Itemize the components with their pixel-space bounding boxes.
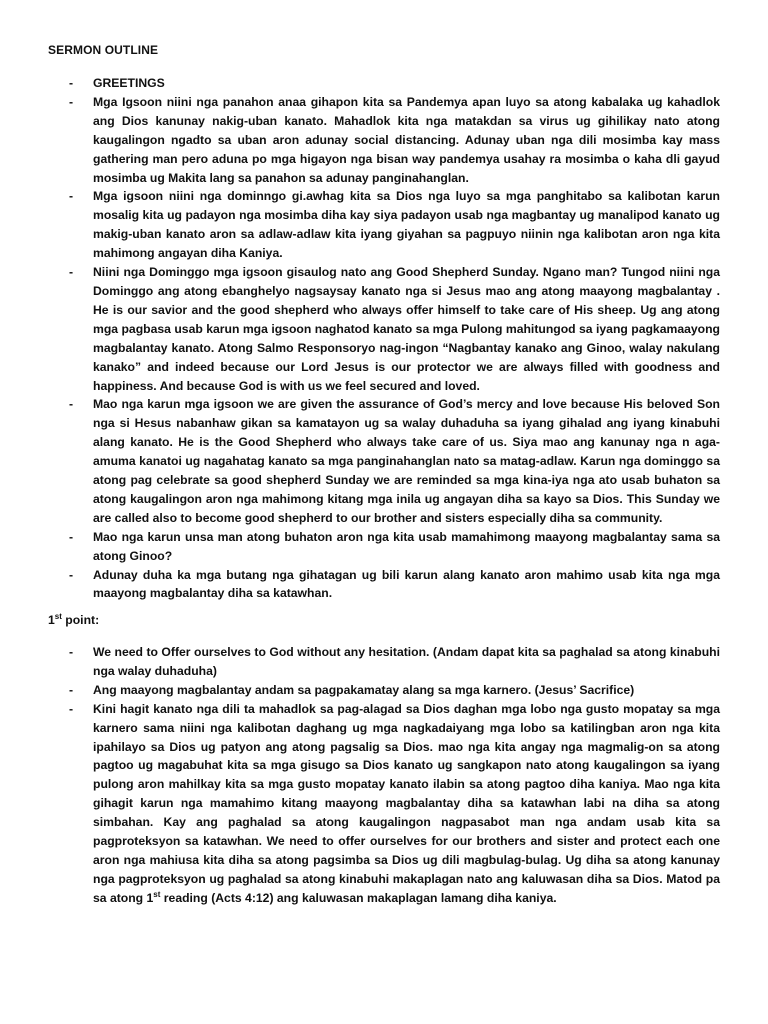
bullet-dash: - [69, 265, 74, 280]
list-item [0, 93, 768, 188]
list-item-text: Adunay duha ka mga butang nga gihatagan ug bili karun alang kanato aron mahimo usab kita nga mga maayong magbalantay diha sa katawhan. [93, 567, 720, 601]
bullet-dash: - [69, 567, 74, 582]
bullet-dash: - [69, 645, 74, 659]
list-item-text: Mao nga karun mga igsoon we are given the assurance of God’s mercy and love because His beloved Son nga si Hesus nabanhaw gikan sa kamatayon ug sa walay duhaduha sa iyang gihalad ang iyang kinabuhi alang kanato. He is the Good Shepherd who always take care of us. Siya mao ang kanunay nga n aga-amuma kanatoi ug nagahatag kanato sa mga panginahanglan nato sa matag-adlaw. Karun nga dominggo sa atong pag celebrate sa good shepherd Sunday we are reminded sa mga kina-iya nga ato usab buhaton sa atong kaugalingon aron nga mahimong kitang mga inila ug angayan diha sa kayo sa Dios. This Sunday we are called also to become good shepherd to our brother and sisters especially diha sa community. [93, 397, 720, 525]
list-item-text: Mga igsoon niini nga dominngo gi.awhag kita sa Dios nga luyo sa mga panghitabo sa kalibotan karun mosalig kita ug padayon nga mosimba diha kay siya padayon usab nga magbantay ug manalipod kanato ug makig-uban kanato aron sa adlaw-adlaw kita iyang giyahan sa pagpuyo niinin nga kalibotan aron nga kita mahimong angayan diha Kaniya. [93, 189, 720, 261]
list-item-text: GREETINGS [93, 76, 165, 90]
list-item [0, 643, 768, 681]
list-item-text: Niini nga Dominggo mga igsoon gisaulog nato ang Good Shepherd Sunday. Ngano man? Tungod niini nga Dominggo ang atong ebanghelyo nagsaysay kanato nga si Jesus mao ang atong maayong magbalantay . He is our savior and the good shepherd who always offer himself to take care of His sheep. Ug ang atong mga pagbasa usab karun mga igsoon naghatod kanato sa mga Pulong mahitungod sa iyang pagkamaayong magbalantay kanato. Atong Salmo Responsoryo nag-ingon “Nagbantay kanako ang Ginoo, walay nakulang kanako” and indeed because our Lord Jesus is our protector we are always filled with goodness and happiness. And because God is with us we feel secured and loved. [93, 265, 720, 393]
bullet-dash: - [69, 682, 74, 697]
list-item [0, 263, 768, 395]
bullet-dash: - [69, 397, 74, 412]
list-item-text: Ang maayong magbalantay andam sa pagpakamatay alang sa mga karnero. (Jesus’ Sacrifice) [93, 682, 635, 697]
list-item [0, 566, 768, 604]
list-item [0, 395, 768, 527]
bullet-dash: - [69, 189, 74, 204]
bullet-dash: - [69, 701, 74, 716]
point-number: 1 [48, 613, 55, 627]
point-heading [48, 612, 99, 627]
bullet-dash: - [69, 94, 74, 109]
bullet-dash: - [69, 529, 74, 544]
list-item-text: We need to Offer ourselves to God without any hesitation. (Andam dapat kita sa paghalad sa atong kinabuhi nga walay duhaduha) [93, 645, 720, 678]
list-item-text-end: reading (Acts 4:12) ang kaluwasan makaplagan lamang diha kaniya. [160, 890, 557, 905]
list-item [0, 74, 768, 93]
list-item [0, 681, 768, 700]
ordinal-suffix: st [153, 889, 161, 899]
list-item-text: Mga Igsoon niini nga panahon anaa gihapon kita sa Pandemya apan luyo sa atong kabalaka ug kahadlok ang Dios kanunay nakig-uban kanato. Mahadlok kita nga matakdan sa virus ug gihilikay nato atong kaugalingon ngadto sa uban aron adunay social distancing. Adunay uban nga dili mosimba kay mass gathering man pero aduna po mga higayon nga bisan way pandemya usahay ra mosimba o kaha dli gayud mosimba ug Makita lang sa panahon sa adunay panginahanglan. [93, 94, 720, 185]
page-title: SERMON OUTLINE [48, 43, 159, 57]
intro-list [0, 74, 768, 603]
point-ordinal: st [54, 612, 62, 621]
list-item [0, 700, 768, 908]
list-item [0, 528, 768, 566]
bullet-dash: - [69, 76, 74, 90]
point-list [0, 643, 768, 908]
list-item-text: Kini hagit kanato nga dili ta mahadlok sa pag-alagad sa Dios daghan mga lobo nga gusto mopatay sa mga karnero sama niini nga kalibotan daghang ug mga nagkadaiyang mga lobo sa katilingban aron nga kita ipahilayo sa Dios ug patyon ang atong pagsalig sa Dios. mao nga kita angay nga magmalig-on sa atong pagtoo ug magabuhat kita sa mga gisugo sa Dios kanato ug sangkapon nato atong kaugalingon sa iyang pulong aron mahilkay kita sa mga gusto mopatay kanato ilabin sa atong pagtoo diha kaniya. Mao nga kita gihagit karun nga mamahimo kitang maayong magbalantay diha sa katawhan labi na diha sa atong simbahan. Kay ang paghalad sa atong kaugalingon nagpasabot man nga andam usab kita sa pagproteksyon sa katawhan. We need to offer ourselves for our brothers and sister and protect each one aron nga mahiusa kita diha sa atong pagsimba sa Dios ug dili magbulag-bulag. Ug diha sa atong kanunay nga pagproteksyon ug paghalad sa atong kinabuhi makaplagan nato ang kaluwasan diha sa Dios. Matod pa sa atong 1 [93, 701, 720, 905]
point-label: point: [61, 613, 100, 627]
list-item-text: Mao nga karun unsa man atong buhaton aron nga kita usab mamahimong maayong magbalantay sama sa atong Ginoo? [93, 529, 720, 563]
list-item [0, 187, 768, 263]
